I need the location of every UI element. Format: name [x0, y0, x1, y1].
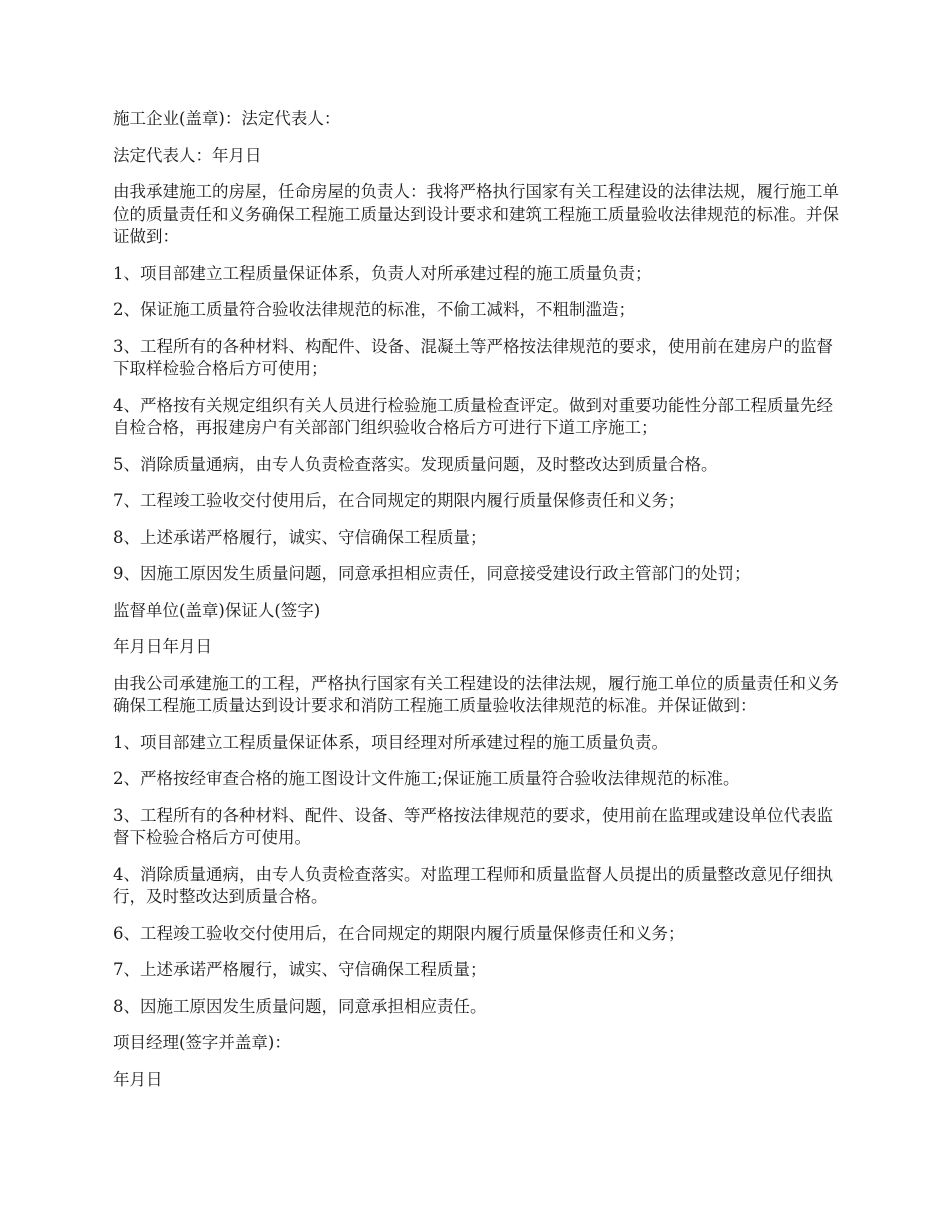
commitment-item: 2、保证施工质量符合验收法律规范的标准，不偷工减料，不粗制滥造；	[113, 300, 635, 319]
date-line: 年月日	[113, 1069, 163, 1089]
commitment-item: 2、严格按经审查合格的施工图设计文件施工;保证施工质量符合验收法律规范的标准。	[113, 769, 740, 788]
legal-representative-date-line: 法定代表人：年月日	[113, 145, 262, 165]
commitment-item: 4、消除质量通病，由专人负责检查落实。对监理工程师和质量监督人员提出的质量整改意见仔细执行，及时整改达到质量合格。	[113, 864, 833, 906]
commitment-item: 7、工程竣工验收交付使用后，在合同规定的期限内履行质量保修责任和义务；	[113, 491, 685, 510]
commitment-item: 8、上述承诺严格履行，诚实、守信确保工程质量；	[113, 527, 487, 547]
signature-line-supervision-unit: 监督单位(盖章)保证人(签字)	[113, 600, 321, 620]
commitment-item: 1、项目部建立工程质量保证体系，项目经理对所承建过程的施工质量负责。	[113, 732, 668, 752]
commitment-item: 3、工程所有的各种材料、构配件、设备、混凝土等严格按法律规范的要求，使用前在建房户的监督下取样检验合格后方可使用；	[113, 336, 833, 378]
commitment-item: 6、工程竣工验收交付使用后，在合同规定的期限内履行质量保修责任和义务；	[113, 923, 685, 943]
commitment-item: 5、消除质量通病，由专人负责检查落实。发现质量问题，及时整改达到质量合格。	[113, 454, 718, 474]
second-commitment-intro-paragraph: 由我公司承建施工的工程，严格执行国家有关工程建设的法律法规，履行施工单位的质量责任和义务确保工程施工质量达到设计要求和消防工程施工质量验收法律规范的标准。并保证做到：	[113, 673, 839, 715]
document-page	[113, 108, 841, 1105]
signature-line-project-manager: 项目经理(签字并盖章)：	[113, 1033, 291, 1052]
commitment-item: 3、工程所有的各种材料、配件、设备、等严格按法律规范的要求，使用前在监理或建设单位代表监督下检验合格后方可使用。	[113, 805, 833, 847]
commitment-item: 9、因施工原因发生质量问题，同意承担相应责任，同意接受建设行政主管部门的处罚；	[113, 564, 751, 583]
commitment-item: 8、因施工原因发生质量问题，同意承担相应责任。	[113, 996, 487, 1016]
commitment-intro-paragraph: 由我承建施工的房屋，任命房屋的负责人：我将严格执行国家有关工程建设的法律法规，履行施工单位的质量责任和义务确保工程施工质量达到设计要求和建筑工程施工质量验收法律规范的标准。并保证做到：	[113, 182, 839, 246]
date-line: 年月日年月日	[113, 637, 212, 656]
commitment-item: 4、严格按有关规定组织有关人员进行检验施工质量检查评定。做到对重要功能性分部工程质量先经自检合格，再报建房户有关部部门组织验收合格后方可进行下道工序施工；	[113, 395, 833, 437]
commitment-item: 7、上述承诺严格履行，诚实、守信确保工程质量；	[113, 960, 487, 979]
signature-line-construction-company: 施工企业(盖章)：法定代表人：	[113, 109, 341, 128]
commitment-item: 1、项目部建立工程质量保证体系，负责人对所承建过程的施工质量负责；	[113, 263, 652, 283]
